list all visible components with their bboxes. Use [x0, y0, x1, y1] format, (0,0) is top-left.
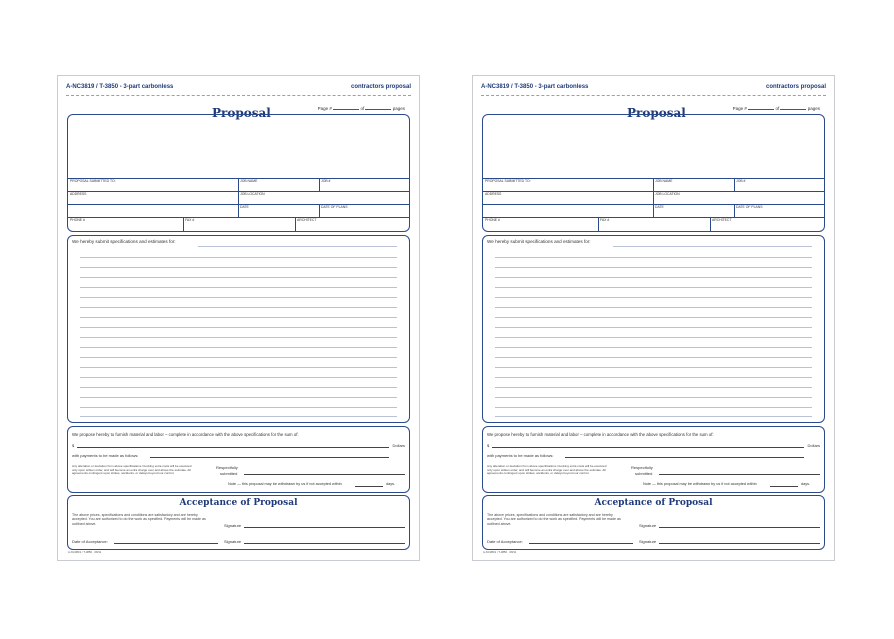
divider — [238, 178, 239, 217]
customer-info-box — [67, 114, 410, 232]
specs-intro: We hereby submit specifications and estimates for: — [487, 239, 591, 244]
spec-line[interactable] — [198, 246, 397, 247]
submitted-signature-line[interactable] — [244, 474, 405, 475]
proposal-form-sheet-right — [472, 75, 835, 561]
spec-line[interactable] — [495, 377, 812, 378]
propose-intro: We propose hereby to furnish material and labor – complete in accordance with the above specifications for the sum of: — [487, 432, 714, 437]
job-number-field[interactable]: JOB # — [736, 179, 746, 183]
fineprint: Any alteration or deviation from above specifications involving extra costs will be executed only upon written order, and will become an extra charge over and above the estimate. All agreements contingent upon strikes, accidents, or delays beyond our control. — [487, 464, 607, 476]
form-title: Proposal — [212, 106, 271, 120]
spec-line[interactable] — [495, 407, 812, 408]
phone-field[interactable]: PHONE # — [485, 218, 500, 222]
form-title: Proposal — [627, 106, 686, 120]
days-label: days. — [386, 482, 396, 486]
payments-line[interactable] — [150, 457, 389, 458]
of-label: of — [775, 106, 780, 111]
page-blank[interactable] — [333, 109, 359, 110]
spec-line[interactable] — [80, 357, 397, 358]
divider — [734, 178, 735, 191]
signature-label-1: Signature — [224, 523, 242, 528]
dollars-label: Dollars — [392, 443, 405, 448]
spec-line[interactable] — [495, 307, 812, 308]
page-label: Page # — [732, 106, 747, 111]
spec-line[interactable] — [80, 387, 397, 388]
architect-field[interactable]: ARCHITECT — [712, 218, 732, 222]
form-code: A-NC3819 / T-3850 - 3-part carbonless — [481, 84, 589, 90]
withdraw-note: Note — this proposal may be withdrawn by us if not accepted within — [643, 482, 757, 486]
spec-line[interactable] — [495, 267, 812, 268]
days-line[interactable] — [355, 486, 383, 487]
job-location-field[interactable]: JOB LOCATION — [240, 192, 265, 196]
divider — [598, 217, 599, 232]
architect-field[interactable]: ARCHITECT — [297, 218, 317, 222]
date-field[interactable]: DATE — [655, 205, 664, 209]
submitted-signature-line[interactable] — [659, 474, 820, 475]
form-header — [66, 82, 411, 96]
submitted-label: submitted — [220, 471, 238, 476]
spec-line[interactable] — [80, 267, 397, 268]
spec-line[interactable] — [80, 337, 397, 338]
specifications-box — [482, 235, 825, 423]
divider — [653, 178, 654, 217]
fineprint: Any alteration or deviation from above specifications involving extra costs will be executed only upon written order, and will become an extra charge over and above the estimate. All agreements contingent upon strikes, accidents, or delays beyond our control. — [72, 464, 192, 476]
spec-line[interactable] — [80, 307, 397, 308]
job-name-field[interactable]: JOB NAME — [655, 179, 673, 183]
form-kind: contractors proposal — [350, 84, 411, 90]
spec-line[interactable] — [80, 297, 397, 298]
spec-line[interactable] — [495, 327, 812, 328]
specifications-box — [67, 235, 410, 423]
date-of-acceptance-line[interactable] — [114, 543, 218, 544]
signature-label-2: Signature — [224, 539, 242, 544]
spec-line[interactable] — [495, 367, 812, 368]
spec-line[interactable] — [80, 327, 397, 328]
spec-line[interactable] — [495, 347, 812, 348]
payments-label: with payments to be made as follows: — [487, 453, 554, 458]
pages-blank[interactable] — [365, 109, 391, 110]
acceptance-text: The above prices, specifications and conditions are satisfactory and are hereby accepted. You are authorized to do the work as specified. Payments will be made as outlined above. — [487, 513, 621, 526]
signature-line-1[interactable] — [659, 527, 820, 528]
signature-line-1[interactable] — [244, 527, 405, 528]
divider — [68, 217, 409, 218]
specs-heading — [487, 239, 591, 244]
price-terms-box — [67, 426, 410, 493]
submitted-to-field[interactable]: PROPOSAL SUBMITTED TO: — [485, 179, 531, 183]
page-label: Page # — [317, 106, 332, 111]
form-footer-code: A-NC3819 / T-3850 · 08/11 — [483, 550, 517, 554]
date-field[interactable]: DATE — [240, 205, 249, 209]
acceptance-box — [67, 495, 410, 550]
divider — [319, 204, 320, 217]
respectfully-label: Respectfully — [631, 465, 653, 470]
spec-line[interactable] — [80, 287, 397, 288]
date-of-acceptance-label: Date of Acceptance: — [72, 539, 108, 544]
proposal-form-sheet-left — [57, 75, 420, 561]
job-name-field[interactable]: JOB NAME — [240, 179, 258, 183]
spec-line[interactable] — [80, 367, 397, 368]
form-code: A-NC3819 / T-3850 - 3-part carbonless — [66, 84, 174, 90]
dollars-label: Dollars — [807, 443, 820, 448]
form-header — [481, 82, 826, 96]
form-kind: contractors proposal — [765, 84, 826, 90]
page-blank[interactable] — [748, 109, 774, 110]
spec-line[interactable] — [495, 416, 812, 417]
signature-line-2[interactable] — [659, 543, 820, 544]
pages-blank[interactable] — [780, 109, 806, 110]
spec-line[interactable] — [495, 317, 812, 318]
address-field[interactable]: ADDRESS — [485, 192, 502, 196]
acceptance-title: Acceptance of Proposal — [594, 498, 713, 508]
divider — [295, 217, 296, 232]
spec-line[interactable] — [80, 257, 397, 258]
amount-line[interactable] — [77, 447, 389, 448]
days-line[interactable] — [770, 486, 798, 487]
spec-line[interactable] — [80, 277, 397, 278]
spec-line[interactable] — [613, 246, 812, 247]
specs-heading — [72, 239, 176, 244]
submitted-label: submitted — [635, 471, 653, 476]
pages-label: pages — [807, 106, 820, 111]
spec-line[interactable] — [495, 337, 812, 338]
price-terms-box — [482, 426, 825, 493]
divider — [710, 217, 711, 232]
divider — [183, 217, 184, 232]
divider — [319, 178, 320, 191]
spec-line[interactable] — [495, 397, 812, 398]
customer-info-box — [482, 114, 825, 232]
signature-label-1: Signature — [639, 523, 657, 528]
address-field[interactable]: ADDRESS — [70, 192, 87, 196]
page-of-field — [733, 106, 820, 111]
signature-label-2: Signature — [639, 539, 657, 544]
payments-line[interactable] — [565, 457, 804, 458]
spec-line[interactable] — [495, 387, 812, 388]
payments-label: with payments to be made as follows: — [72, 453, 139, 458]
spec-line[interactable] — [80, 407, 397, 408]
spec-line[interactable] — [80, 317, 397, 318]
job-number-field[interactable]: JOB # — [321, 179, 331, 183]
date-of-plans-field[interactable]: DATE OF PLANS — [321, 205, 348, 209]
specs-intro: We hereby submit specifications and estimates for: — [72, 239, 176, 244]
spec-line[interactable] — [495, 297, 812, 298]
pages-label: pages — [392, 106, 405, 111]
withdraw-note: Note — this proposal may be withdrawn by us if not accepted within — [228, 482, 342, 486]
of-label: of — [360, 106, 365, 111]
header-divider — [481, 95, 826, 96]
date-of-plans-field[interactable]: DATE OF PLANS — [736, 205, 763, 209]
dollar-sign: $ — [487, 443, 490, 448]
spec-line[interactable] — [495, 277, 812, 278]
spec-line[interactable] — [495, 257, 812, 258]
page-of-field — [318, 106, 405, 111]
form-footer-code: A-NC3819 / T-3850 · 08/11 — [68, 550, 102, 554]
spec-line[interactable] — [80, 416, 397, 417]
fax-field[interactable]: FAX # — [185, 218, 195, 222]
respectfully-label: Respectfully — [216, 465, 238, 470]
spec-line[interactable] — [495, 357, 812, 358]
acceptance-title: Acceptance of Proposal — [179, 498, 298, 508]
signature-line-2[interactable] — [244, 543, 405, 544]
propose-intro: We propose hereby to furnish material and labor – complete in accordance with the above specifications for the sum of: — [72, 432, 299, 437]
days-label: days. — [801, 482, 811, 486]
divider — [734, 204, 735, 217]
phone-field[interactable]: PHONE # — [70, 218, 85, 222]
spec-line[interactable] — [495, 287, 812, 288]
job-location-field[interactable]: JOB LOCATION — [655, 192, 680, 196]
acceptance-box — [482, 495, 825, 550]
fax-field[interactable]: FAX # — [600, 218, 610, 222]
acceptance-text: The above prices, specifications and conditions are satisfactory and are hereby accepted. You are authorized to do the work as specified. Payments will be made as outlined above. — [72, 513, 206, 526]
date-of-acceptance-label: Date of Acceptance: — [487, 539, 523, 544]
dollar-sign: $ — [72, 443, 75, 448]
spec-line[interactable] — [80, 347, 397, 348]
date-of-acceptance-line[interactable] — [529, 543, 633, 544]
spec-line[interactable] — [80, 377, 397, 378]
spec-line[interactable] — [80, 397, 397, 398]
amount-line[interactable] — [492, 447, 804, 448]
divider — [483, 217, 824, 218]
header-divider — [66, 95, 411, 96]
submitted-to-field[interactable]: PROPOSAL SUBMITTED TO: — [70, 179, 116, 183]
